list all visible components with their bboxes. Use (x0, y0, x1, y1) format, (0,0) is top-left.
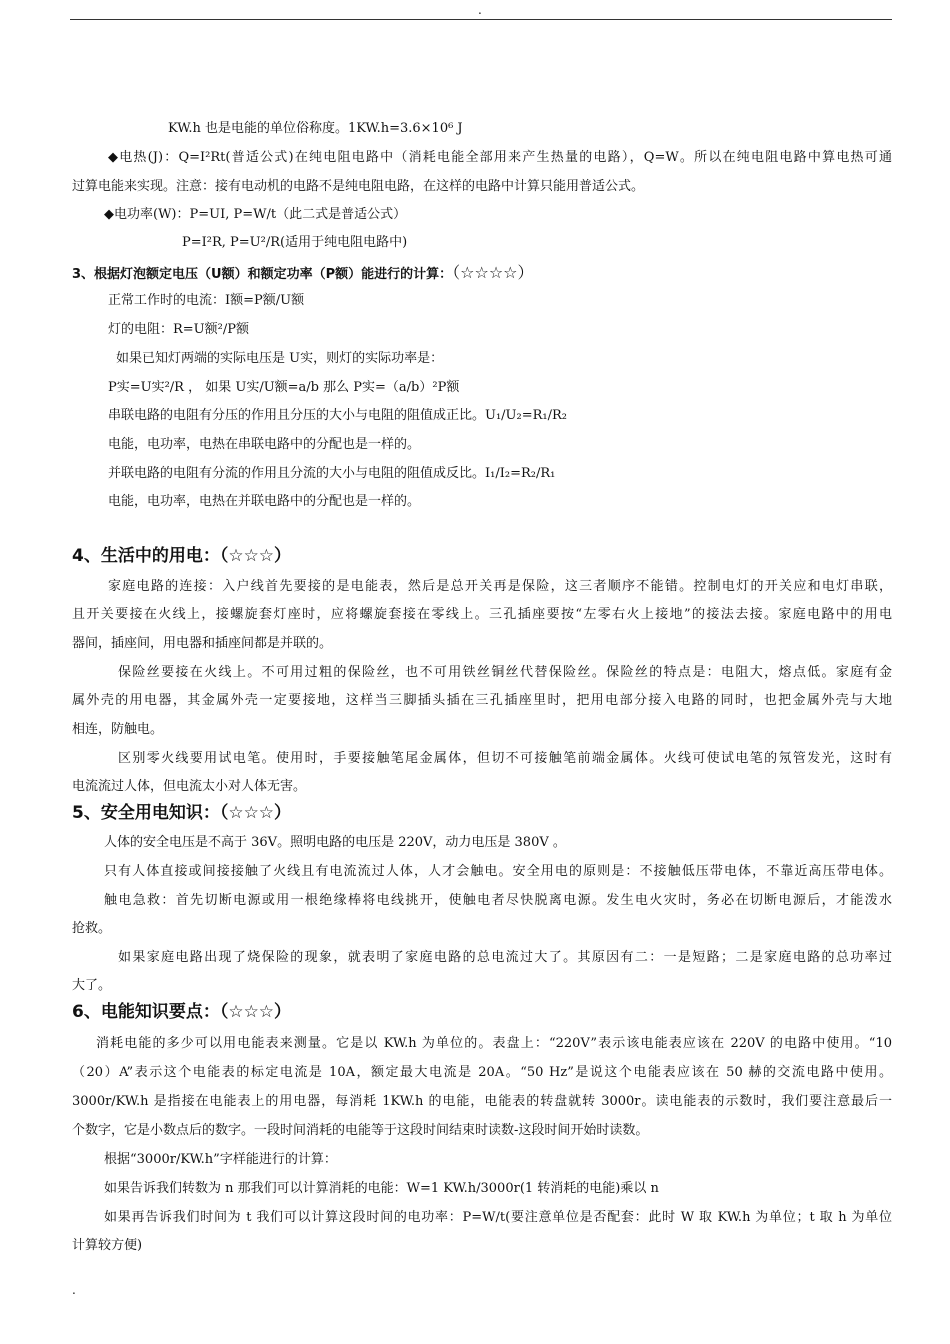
text-line: （20）A”表示这个电能表的标定电流是 10A，额定最大电流是 20A。“50 Hz”是说这个电能表应该在 50 赫的交流电路中使用。 (72, 1065, 892, 1080)
text-line: KW.h 也是电能的单位俗称度。1KW.h=3.6×10⁶ J (168, 121, 463, 136)
text-line: 计算较方便) (72, 1238, 143, 1253)
text-line: 如果已知灯两端的实际电压是 U实，则灯的实际功率是： (116, 351, 444, 366)
text-line: 抢救。 (72, 921, 112, 936)
text-line: 电能，电功率，电热在串联电路中的分配也是一样的。 (108, 437, 421, 452)
text-line: 区别零火线要用试电笔。使用时，手要接触笔尾金属体，但切不可接触笔前端金属体。火线可使试电笔的氖管发光，这时有 (118, 751, 892, 766)
section-heading-3 (72, 264, 534, 284)
text-line: 保险丝要接在火线上。不可用过粗的保险丝，也不可用铁丝铜丝代替保险丝。保险丝的特点是：电阻大，熔点低。家庭有金 (118, 665, 892, 680)
text-line: 大了。 (72, 978, 112, 993)
text-line: 如果家庭电路出现了烧保险的现象，就表明了家庭电路的总电流过大了。其原因有二：一是短路；二是家庭电路的总功率过 (118, 950, 892, 965)
text-line: 只有人体直接或间接接触了火线且有电流流过人体，人才会触电。安全用电的原则是：不接触低压带电体，不靠近高压带电体。 (104, 864, 892, 879)
text-line: 电流流过人体，但电流太小对人体无害。 (72, 779, 307, 794)
header-rule (70, 19, 892, 20)
text-line: 串联电路的电阻有分压的作用且分压的大小与电阻的阻值成正比。U₁/U₂=R₁/R₂ (108, 408, 567, 423)
section-heading-6: 6、电能知识要点：（☆☆☆） (72, 1002, 292, 1022)
text-line: 相连，防触电。 (72, 722, 164, 737)
text-line: 正常工作时的电流：I额=P额/U额 (108, 293, 305, 308)
text-line: 如果再告诉我们时间为 t 我们可以计算这段时间的电功率：P=W/t(要注意单位是否配套：此时 W 取 KW.h 为单位；t 取 h 为单位 (104, 1210, 892, 1225)
section-heading-text: 3、根据灯泡额定电压（U额）和额定功率（P额）能进行的计算： (72, 267, 453, 282)
text-line: 3000r/KW.h 是指接在电能表上的用电器，每消耗 1KW.h 的电能，电能表的转盘就转 3000r。读电能表的示数时，我们要注意最后一 (72, 1094, 892, 1109)
text-line: 灯的电阻：R=U额²/P额 (108, 322, 249, 337)
text-line: 属外壳的用电器，其金属外壳一定要接地，这样当三脚插头插在三孔插座里时，把用电部分接入电路的同时，也把金属外壳与大地 (72, 693, 892, 708)
section-heading-4: 4、生活中的用电：（☆☆☆） (72, 546, 292, 566)
text-line: 根据“3000r/KW.h”字样能进行的计算： (104, 1152, 337, 1167)
text-line: 个数字，它是小数点后的数字。一段时间消耗的电能等于这段时间结束时读数-这段时间开始时读数。 (72, 1123, 649, 1138)
footer-mark: . (72, 1283, 76, 1297)
text-line: ◆电功率(W)：P=UI, P=W/t（此二式是普适公式） (104, 207, 407, 222)
text-line: 且开关要接在火线上，接螺旋套灯座时，应将螺旋套接在零线上。三孔插座要按“左零右火上接地”的接法去接。家庭电路中的用电 (72, 607, 892, 622)
text-line: 如果告诉我们转数为 n 那我们可以计算消耗的电能：W=1 KW.h/3000r(1 转消耗的电能)乘以 n (104, 1181, 659, 1196)
formula-line: P=I²R, P=U²/R(适用于纯电阻电路中) (182, 235, 408, 250)
formula-line: P实=U实²/R ， 如果 U实/U额=a/b 那么 P实=（a/b）²P额 (108, 380, 460, 395)
text-line: 器间，插座间，用电器和插座间都是并联的。 (72, 636, 333, 651)
text-line: 电能，电功率，电热在并联电路中的分配也是一样的。 (108, 494, 421, 509)
text-line: 过算电能来实现。注意：接有电动机的电路不是纯电阻电路，在这样的电路中计算只能用普适公式。 (72, 179, 645, 194)
text-line: 家庭电路的连接：入户线首先要接的是电能表，然后是总开关再是保险，这三者顺序不能错。控制电灯的开关应和电灯串联， (108, 579, 892, 594)
text-line: ◆电热(J)：Q=I²Rt(普适公式)在纯电阻电路中（消耗电能全部用来产生热量的电路），Q=W。所以在纯电阻电路中算电热可通 (108, 150, 892, 165)
text-line: 触电急救：首先切断电源或用一根绝缘棒将电线挑开，使触电者尽快脱离电源。发生电火灾时，务必在切断电源后，才能泼水 (104, 893, 892, 908)
section-heading-5: 5、安全用电知识：（☆☆☆） (72, 803, 292, 823)
difficulty-stars: （☆☆☆☆） (452, 263, 534, 282)
text-line: 消耗电能的多少可以用电能表来测量。它是以 KW.h 为单位的。表盘上：“220V”表示该电能表应该在 220V 的电路中使用。“10 (96, 1036, 892, 1051)
text-line: 并联电路的电阻有分流的作用且分流的大小与电阻的阻值成反比。I₁/I₂=R₂/R₁ (108, 466, 556, 481)
header-mark: . (478, 3, 482, 17)
text-line: 人体的安全电压是不高于 36V。照明电路的电压是 220V，动力电压是 380V 。 (104, 835, 566, 850)
